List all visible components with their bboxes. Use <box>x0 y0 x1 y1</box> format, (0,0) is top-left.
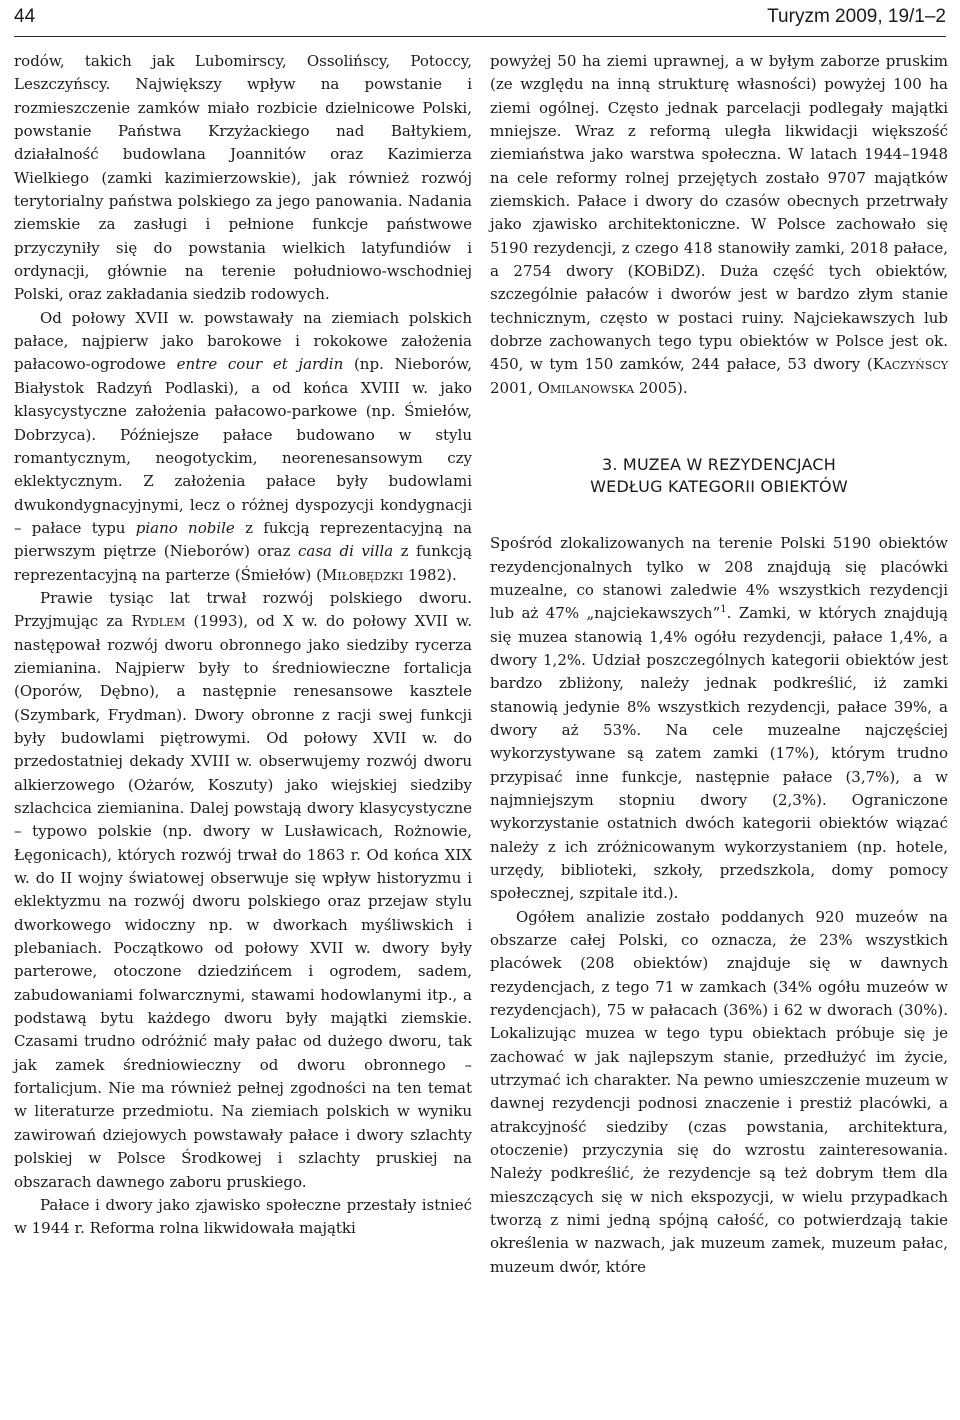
page-number: 44 <box>14 6 36 27</box>
paragraph-social-phenomenon: Pałace i dwory jako zjawisko społeczne przestały istnieć w 1944 r. Reforma rolna likwidowała majątki <box>14 1195 472 1238</box>
citation-author: Miłobędzki <box>321 565 404 584</box>
left-column <box>14 50 472 1241</box>
paragraph-museum-share: Spośród zlokalizowanych na terenie Polski 5190 obiektów rezydencjonalnych tylko w 208 znajdują się placówki muzealne, co stanowi zaledwie 4% wszystkich rezydencji lub aż 47% „najciekawszych”$^1$. Zamki, w których znajdują się muzea stanowią 1,4% ogółu rezydencji, pałace 1,4%, a dwory 1,2%. Udział poszczególnych kategorii obiektów jest bardzo zbliżony, należy jednak podkreślić, iż zamki stanowią jedynie 8% wszystkich rezydencji, pałace 39%, a dwory aż 53%. Na cele muzealne najczęściej wykorzystywane są zatem zamki (17%), którym trudno przypisać inne funkcje, następnie pałace (3,7%), a w najmniejszym stopniu dwory (2,3%). Ograniczone wykorzystanie ostatnich dwóch kategorii obiektów wiązać należy z ich zróżnicowanym wykorzystaniem (np. hotele, urzędy, biblioteki, szkoły, przedszkola, domy pomocy społecznej, szpitale itd.). <box>490 534 949 903</box>
citation-author: Rydlem <box>131 612 186 631</box>
paragraph-castles: rodów, takich jak Lubomirscy, Ossolińscy, Potoccy, Leszczyńscy. Największy wpływ na powstanie i rozmieszczenie zamków miało rozbicie dzielnicowe Polski, powstanie Państwa Krzyżackiego nad Bałtykiem, działalność budowlana Joannitów oraz Kazimierza Wielkiego (zamki kazimierzowskie), jak również rozwój terytorialny państwa polskiego za jego panowania. Nadania ziemskie za zasługi i pełnione funkcje państwowe przyczyniły się do powstania wielkich latyfundiów i ordynacji, głównie na terenie południowo-wschodniej Polski, oraz zakładania siedzib rodowych. <box>14 52 472 304</box>
paragraph-museum-analysis: Ogółem analizie zostało poddanych 920 muzeów na obszarze całej Polski, co oznacza, że 23% wszystkich placówek (208 obiektów) znajduje się w dawnych rezydencjach, z tego 71 w zamkach (34% ogółu muzeów w rezydencjach), 75 w pałacach (36%) i 62 w dworach (30%). Lokalizując muzea w tego typu obiektach próbuje się je zachować w jak najlepszym stanie, przedłużyć im życie, utrzymać ich charakter. Na pewno umieszczenie muzeum w dawnej rezydencji podnosi znaczenie i prestiż placówki, a atrakcyjność siedziby (czas powstania, architektura, otoczenie) przyczynia się do wzrostu zainteresowania. Należy podkreślić, że rezydencje są też dobrym tłem dla mieszczących się w nich ekspozycji, w wielu przypadkach tworzą z nimi jedną spójną całość, co potwierdzają takie określenia w nazwach, jak muzeum zamek, muzeum pałac, muzeum dwór, które <box>490 907 948 1276</box>
journal-citation: Turyzm 2009, 19/1–2 <box>767 6 946 27</box>
paragraph-land-reform: powyżej 50 ha ziemi uprawnej, a w byłym zaborze pruskim (ze względu na inną strukturę własności) powyżej 100 ha ziemi ogólnej. Często jednak parcelacji podlegały majątki mniejsze. Wraz z reformą uległa likwidacji większość ziemiaństwa jako warstwa społeczna. W latach 1944–1948 na cele reformy rolnej przejętych zostało 9707 majątków ziemskich. Pałace i dwory do czasów obecnych przetrwały jako zjawisko architektoniczne. W Polsce zachowało się 5190 rezydencji, z czego 418 stanowiły zamki, 2018 pałace, a 2754 dwory (KOBiDZ). Duża część tych obiektów, szczególnie pałaców i dworów jest w bardzo złym stanie technicznym, często w postaci ruiny. Najciekawszych lub dobrze zachowanych tego typu obiektów w Polsce jest ok. 450, w tym 150 zamków, 244 pałace, 53 dwory (Kaczyńscy 2001, Omilanowska 2005). <box>490 52 948 397</box>
paragraph-manors: Prawie tysiąc lat trwał rozwój polskiego dworu. Przyjmując za Rydlem (1993), od X w. do połowy XVII w. następował rozwój dworu obronnego jako siedziby rycerza ziemianina. Najpierw były to średniowieczne fortalicja (Oporów, Dębno), a następnie renesansowe kasztele (Szymbark, Frydman). Dwory obronne z racji swej funkcji były budowlami piętrowymi. Od połowy XVII w. do przedostatniej dekady XVIII w. obserwujemy rozwój dworu alkierzowego (Ożarów, Koszuty) jako wiejskiej siedziby szlachcica ziemianina. Dalej powstają dwory klasycystyczne – typowo polskie (np. dwory w Lusławicach, Rożnowie, Łęgonicach), których rozwój trwał do 1863 r. Od końca XIX w. do II wojny światowej obserwuje się wpływ historyzmu i eklektyzmu na rozwój dworu polskiego oraz przejaw stylu dworkowego widoczny np. w dworkach myśliwskich i plebaniach. Początkowo od połowy XVII w. dwory były parterowe, otoczone dziedzińcem i ogrodem, sadem, zabudowaniami folwarcznymi, stawami hodowlanymi itp., a podstawą bytu każdego dworu były majątki ziemskie. Czasami trudno odróżnić mały pałac od dużego dworu, tak jak zamek średniowieczny od dworu obronnego – fortalicjum. Nie ma również pełnej zgodności na ten temat w literaturze przedmiotu. Na ziemiach polskich w wyniku zawirowań dziejowych powstawały pałace i dwory szlachty polskiej w Polsce Środkowej i szlachty pruskiej na obszarach dawnego zaboru pruskiego. <box>14 588 472 1191</box>
citation-author: Omilanowska <box>537 378 635 397</box>
section-heading-line-2: WEDŁUG KATEGORII OBIEKTÓW <box>590 477 848 497</box>
right-column <box>490 50 948 1279</box>
running-header <box>14 0 946 37</box>
section-heading-line-1: 3. MUZEA W REZYDENCJACH <box>601 455 837 475</box>
citation-author: Kaczyńscy <box>872 355 948 374</box>
footnote-marker: 1 <box>720 604 727 616</box>
section-heading <box>490 454 948 498</box>
paragraph-palaces: Od połowy XVII w. powstawały na ziemiach polskich pałace, najpierw jako barokowe i rokokowe założenia pałacowo-ogrodowe entre cour et jardin (np. Nieborów, Białystok Radzyń Podlaski), a od końca XVIII w. jako klasycystyczne założenia pałacowo-parkowe (np. Śmiełów, Dobrzyca). Późniejsze pałace budowano w stylu romantycznym, neogotyckim, neorenesansowym czy eklektycznym. Z założenia pałace były budowlami dwukondygnacyjnymi, lecz o różnej dyspozycji kondygnacji – pałace typu piano nobile z fukcją reprezentacyjną na pierwszym piętrze (Nieborów) oraz casa di villa z funkcją reprezentacyjną na parterze (Śmiełów) (Miłobędzki 1982). <box>14 308 472 584</box>
